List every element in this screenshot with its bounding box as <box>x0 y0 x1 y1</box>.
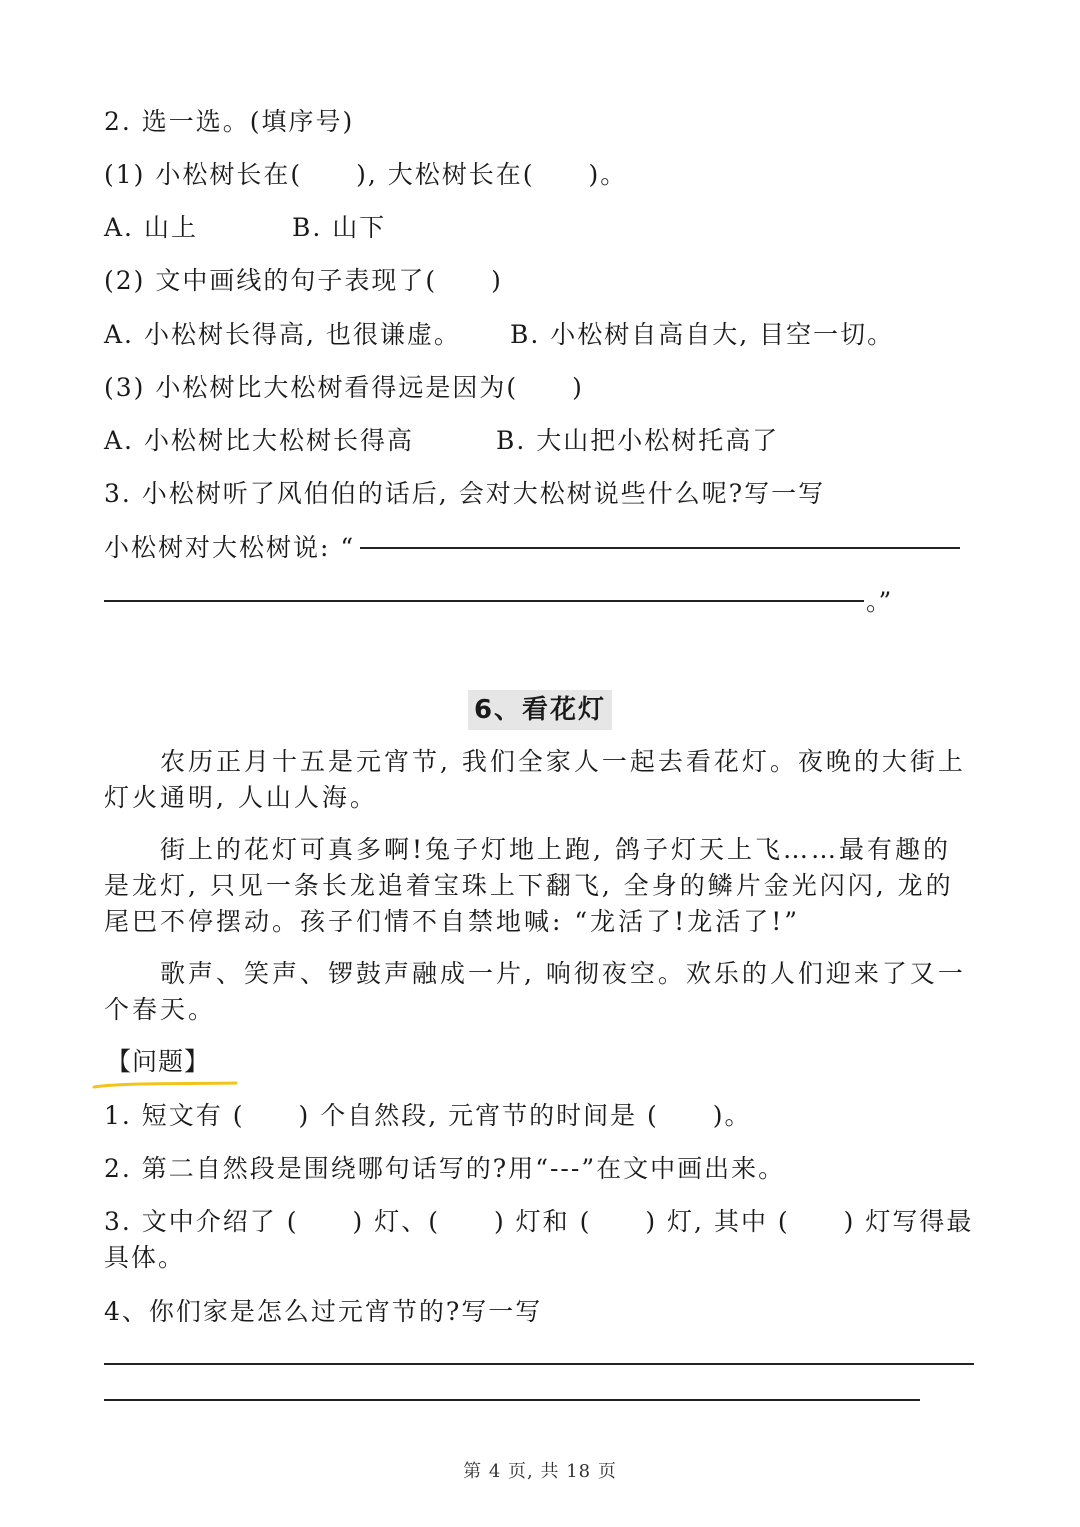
question-2-1-option-a: A. 山上 <box>104 213 198 242</box>
question-2-1-option-b: B. 山下 <box>292 213 387 242</box>
question-2-1: (1) 小松树长在( ), 大松树长在( )。 <box>104 160 628 189</box>
question-2-2-option-b: B. 小松树自高自大, 目空一切。 <box>510 320 895 349</box>
question-2-2: (2) 文中画线的句子表现了( ) <box>104 266 503 295</box>
question-p2-1: 1. 短文有 ( ) 个自然段, 元宵节的时间是 ( )。 <box>104 1101 752 1130</box>
passage-paragraph-3: 歌声、笑声、锣鼓声融成一片, 响彻夜空。欢乐的人们迎来了又一个春天。 <box>104 959 966 1024</box>
answer-line <box>360 547 960 549</box>
question-p2-3: 3. 文中介绍了 ( ) 灯、( ) 灯和 ( ) 灯, 其中 ( ) 灯写得最具体。 <box>104 1207 974 1272</box>
question-2-3-option-a: A. 小松树比大松树长得高 <box>104 426 414 455</box>
answer-line <box>104 600 864 602</box>
passage-title-wrapper <box>0 690 1080 730</box>
question-3-title: 3. 小松树听了风伯伯的话后, 会对大松树说些什么呢?写一写 <box>104 479 826 508</box>
question-3-prompt: 小松树对大松树说: “ <box>104 533 356 562</box>
question-2-title: 2. 选一选。(填序号) <box>104 107 355 136</box>
passage-paragraph-2: 街上的花灯可真多啊!兔子灯地上跑, 鸽子灯天上飞……最有趣的是龙灯, 只见一条长龙追着宝珠上下翻飞, 全身的鳞片金光闪闪, 龙的尾巴不停摆动。孩子们情不自禁地喊: “龙活了!龙活了!” <box>104 835 954 936</box>
passage-paragraph-1: 农历正月十五是元宵节, 我们全家人一起去看花灯。夜晚的大街上灯火通明, 人山人海。 <box>104 747 966 812</box>
question-p2-4: 4、你们家是怎么过元宵节的?写一写 <box>104 1297 543 1326</box>
question-2-3: (3) 小松树比大松树看得远是因为( ) <box>104 373 584 402</box>
questions-heading: 【问题】 <box>106 1047 211 1076</box>
question-p2-2: 2. 第二自然段是围绕哪句话写的?用“---”在文中画出来。 <box>104 1154 786 1183</box>
answer-line <box>104 1363 974 1365</box>
question-2-2-option-a: A. 小松树长得高, 也很谦虚。 <box>104 320 461 349</box>
passage-title: 6、看花灯 <box>468 690 612 730</box>
page-footer: 第 4 页, 共 18 页 <box>463 1461 617 1482</box>
answer-line <box>104 1399 920 1401</box>
question-3-closing-quote: 。” <box>866 587 892 616</box>
highlighter-underline <box>92 1078 238 1092</box>
question-2-3-option-b: B. 大山把小松树托高了 <box>496 426 780 455</box>
